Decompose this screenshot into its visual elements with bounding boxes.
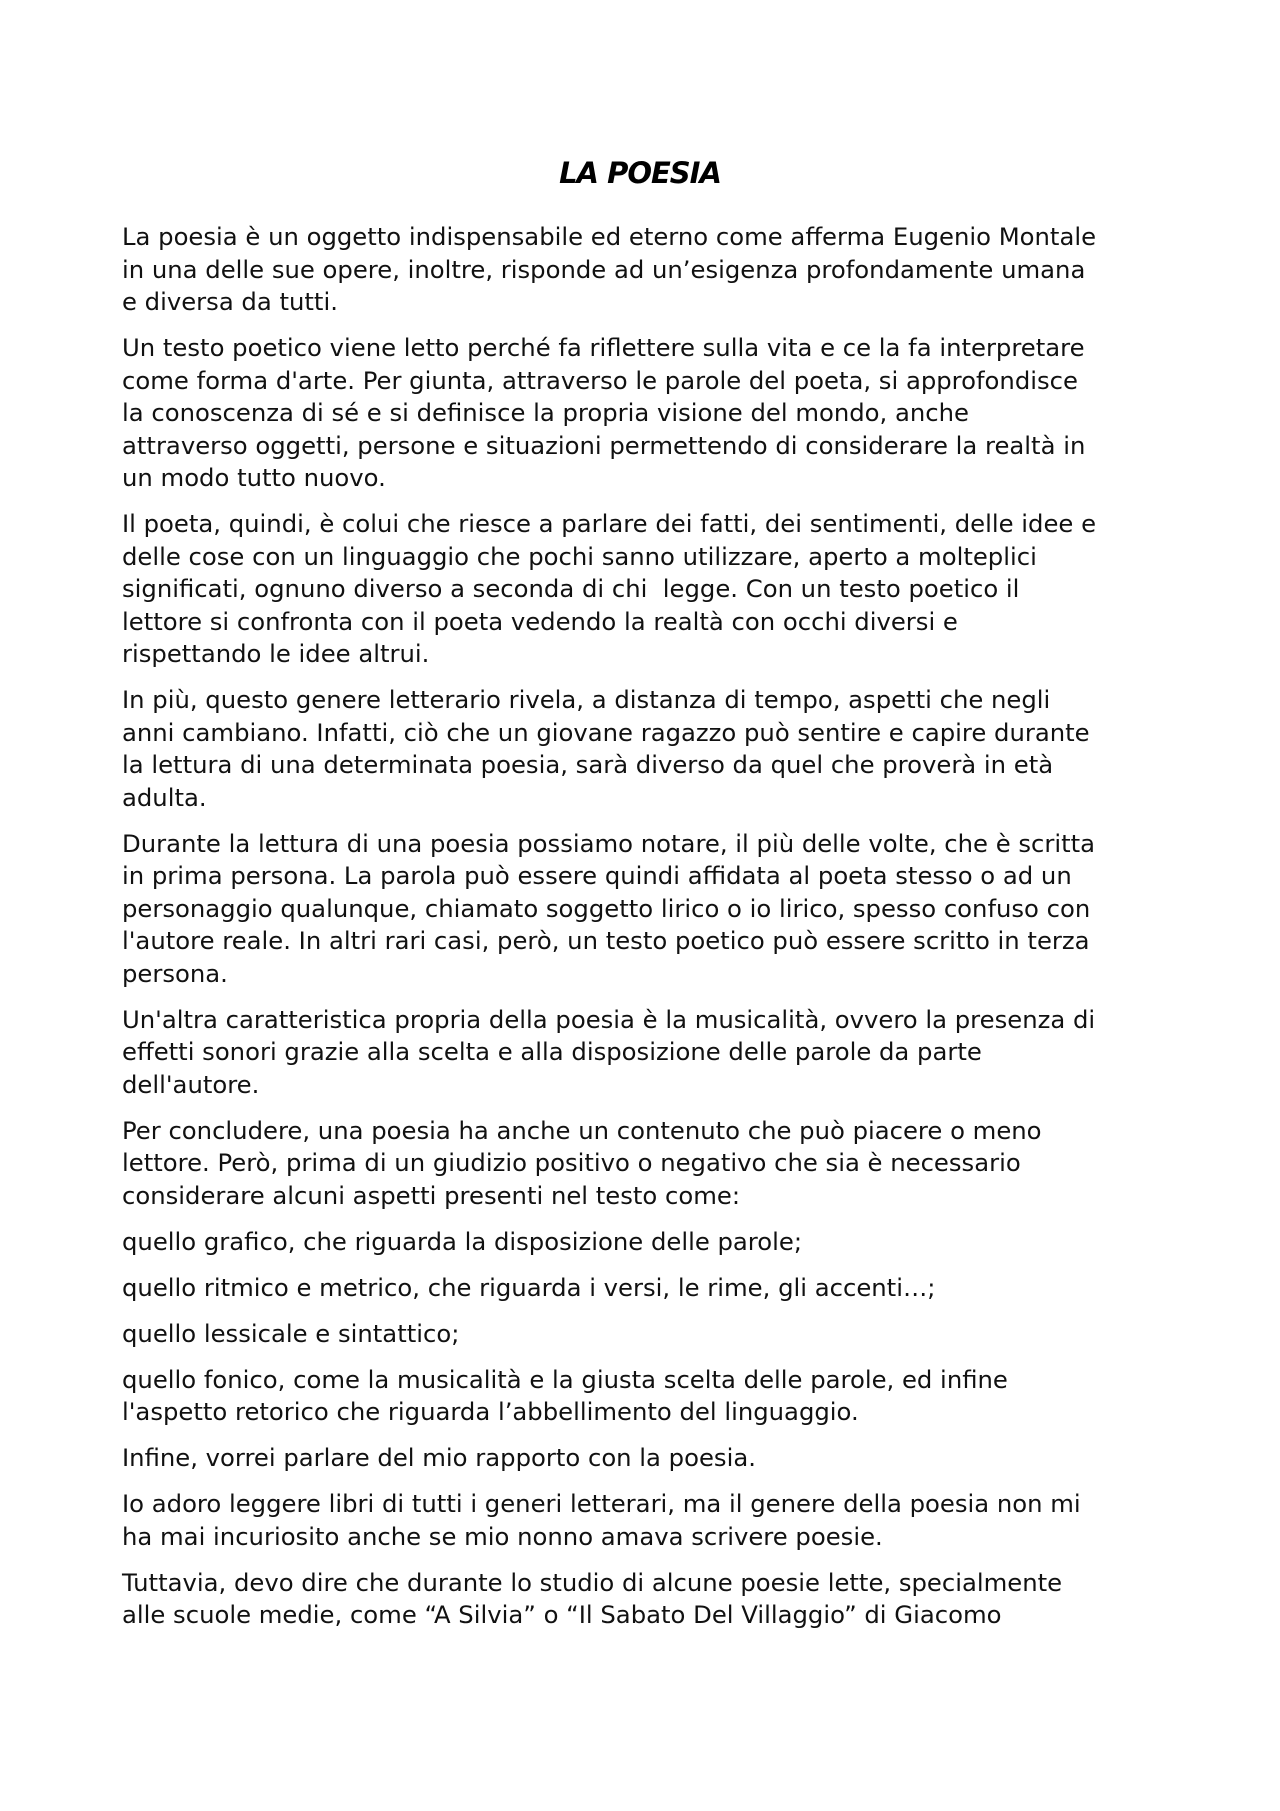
list-item-lexical: quello lessicale e sintattico; [122,1318,460,1348]
list-item-phonic: quello fonico, come la musicalità e la giusta scelta delle parole, ed infine l'aspetto retorico che riguarda l’abbellimento del linguaggio. [122,1364,1008,1426]
document-body [122,221,1182,1645]
paragraph-poet: Il poeta, quindi, è colui che riesce a parlare dei fatti, dei sentimenti, delle idee e delle cose con un linguaggio che pochi sanno utilizzare, aperto a molteplici significati, ognuno diverso a seconda di chi legge. Con un testo poetico il lettore si confronta con il poeta vedendo la realtà con occhi diversi e rispettando le idee altrui. [122,509,1097,668]
document-title: LA POESIA [559,156,721,190]
paragraph-reading: Un testo poetico viene letto perché fa riflettere sulla vita e ce la fa interpretare come forma d'arte. Per giunta, attraverso le parole del poeta, si approfondisce la conoscenza di sé e si definisce la propria visione del mondo, anche attraverso oggetti, persone e situazioni permettendo di considerare la realtà in un modo tutto nuovo. [122,333,1086,492]
list-item-rhythmic: quello ritmico e metrico, che riguarda i versi, le rime, gli accenti…; [122,1272,936,1302]
list-item-graphic: quello grafico, che riguarda la disposizione delle parole; [122,1226,803,1256]
paragraph-conclusion: Per concludere, una poesia ha anche un contenuto che può piacere o meno lettore. Però, prima di un giudizio positivo o negativo che sia è necessario considerare alcuni aspetti presenti nel testo come: [122,1115,1042,1210]
paragraph-intro: La poesia è un oggetto indispensabile ed eterno come afferma Eugenio Montale in una delle sue opere, inoltre, risponde ad un’esigenza profondamente umana e diversa da tutti. [122,222,1097,316]
paragraph-musicality: Un'altra caratteristica propria della poesia è la musicalità, ovvero la presenza di effetti sonori grazie alla scelta e alla disposizione delle parole da parte dell'autore. [122,1004,1096,1099]
paragraph-time: In più, questo genere letterario rivela, a distanza di tempo, aspetti che negli anni cambiano. Infatti, ciò che un giovane ragazzo può sentire e capire durante la lettura di una determinata poesia, sarà diverso da quel che proverà in età adulta. [122,685,1090,812]
paragraph-person: Durante la lettura di una poesia possiamo notare, il più delle volte, che è scritta in prima persona. La parola può essere quindi affidata al poeta stesso o ad un personaggio qualunque, chiamato soggetto lirico o io lirico, spesso confuso con l'autore reale. In altri rari casi, però, un testo poetico può essere scritto in terza persona. [122,828,1096,988]
paragraph-relationship: Infine, vorrei parlare del mio rapporto con la poesia. [122,1443,756,1472]
paragraph-however: Tuttavia, devo dire che durante lo studio di alcune poesie lette, specialmente alle scuole medie, come “A Silvia” o “Il Sabato Del Villaggio” di Giacomo [122,1567,1063,1629]
paragraph-books: Io adoro leggere libri di tutti i generi letterari, ma il genere della poesia non mi ha mai incuriosito anche se mio nonno amava scrivere poesie. [122,1489,1081,1551]
